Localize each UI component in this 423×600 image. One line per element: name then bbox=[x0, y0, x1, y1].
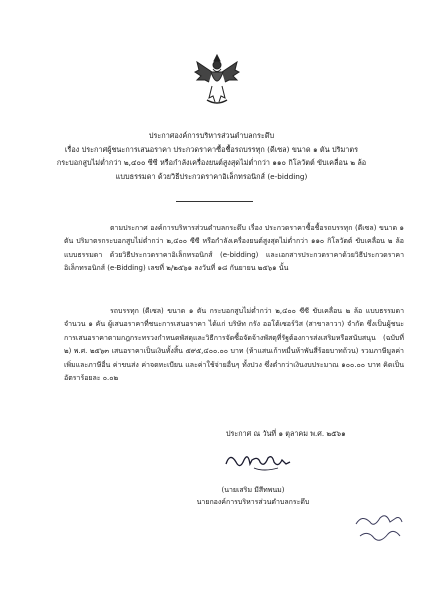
subject-line-1: เรื่อง ประกาศผู้ชนะการเสนอราคา ประกวดราคาซื้อชื้อรถบรรทุก (ดีเซล) ขนาด ๑ ตัน ปริมาตร bbox=[64, 145, 359, 154]
subject-line-2: กระบอกสูบไม่ต่ำกว่า ๒,๔๐๐ ซีซี หรือกำลังเครื่องยนต์สูงสุดไม่ต่ำกว่า ๑๑๐ กิโลวัตต์ ขับเคลื่อน ๒ ล้อ bbox=[56, 158, 367, 167]
subject-line-3: แบบธรรมดา ด้วยวิธีประกวดราคาอิเล็กทรอนิกส์ (e-bidding) bbox=[115, 172, 308, 181]
body-paragraph-2 bbox=[64, 305, 404, 385]
body-paragraph-1-text: ตามประกาศ องค์การบริหารส่วนตำบลกระดึบ เรื่อง ประกวดราคาซื้อชื้อรถบรรทุก (ดีเซล) ขนาด ๑ ตัน ปริมาตรกระบอกสูบไม่ต่ำกว่า ๒,๔๐๐ ซีซี หรือกำลังเครื่องยนต์สูงสุดไม่ต่ำกว่า ๑๑๐ กิโลวัตต์ ขับเคลื่อน ๒ ล้อ แบบธรรมดา ด้วยวิธีประกวดราคาอิเล็กทรอนิกส์ (e-bidding) และเอกสารประกวดราคาด้วยวิธีประกวดราคาอิเล็กทรอนิกส์ (e-Bidding) เลขที่ ๒/๒๕๖๑ ลงวันที่ ๑๘ กันยายน ๒๕๖๑ นั้น bbox=[64, 224, 404, 273]
signer-name: (นายเสริม มีสีทพนม) bbox=[221, 486, 285, 494]
announcement-date: ประกาศ ณ วันที่ ๑ ตุลาคม พ.ศ. ๒๕๖๑ bbox=[226, 429, 346, 438]
body-paragraph-2-text: รถบรรทุก (ดีเซล) ขนาด ๑ ตัน กระบอกสูบไม่ต่ำกว่า ๒,๔๐๐ ซีซี ขับเคลื่อน ๒ ล้อ แบบธรรมดา จำนวน ๑ คัน ผู้เสนอราคาที่ชนะการเสนอราคา ได้แก่ บริษัท กรัง ออโต้เซอร์วิส (สาขาลาวา) จำกัด ซึ่งเป็นผู้ชนะการเสนอราคาตามกฎกระทรวงกำหนดพัสดุและวิธีการจัดซื้อจัดจ้างพัสดุที่รัฐต้องการส่งเสริมหรือสนับสนุน (ฉบับที่ ๒) พ.ศ. ๒๕๖๓ เสนอราคาเป็นเงินทั้งสิ้น ๕๙๕,๔๐๐.๐๐ บาท (ห้าแสนเก้าหมื่นห้าพันสี่ร้อยบาทถ้วน) รวมภาษีมูลค่าเพิ่มและภาษีอื่น ค่าขนส่ง ค่าจดทะเบียน และค่าใช้จ่ายอื่นๆ ทั้งปวง ซึ่งต่ำกว่าเงินงบประมาณ ๑๐๐.๐๐ บาท คิดเป็นอัตราร้อยละ ๐.๐๒ bbox=[64, 307, 404, 383]
handwritten-signature bbox=[220, 446, 300, 476]
garuda-emblem-icon bbox=[193, 52, 241, 106]
handwritten-initials bbox=[350, 510, 410, 550]
announcement-heading: ประกาศองค์การบริหารส่วนตำบลกระดึบ bbox=[148, 131, 275, 140]
body-paragraph-1 bbox=[64, 222, 404, 276]
signer-title: นายกองค์การบริหารส่วนตำบลกระดึบ bbox=[196, 498, 310, 506]
separator-line bbox=[176, 201, 253, 202]
